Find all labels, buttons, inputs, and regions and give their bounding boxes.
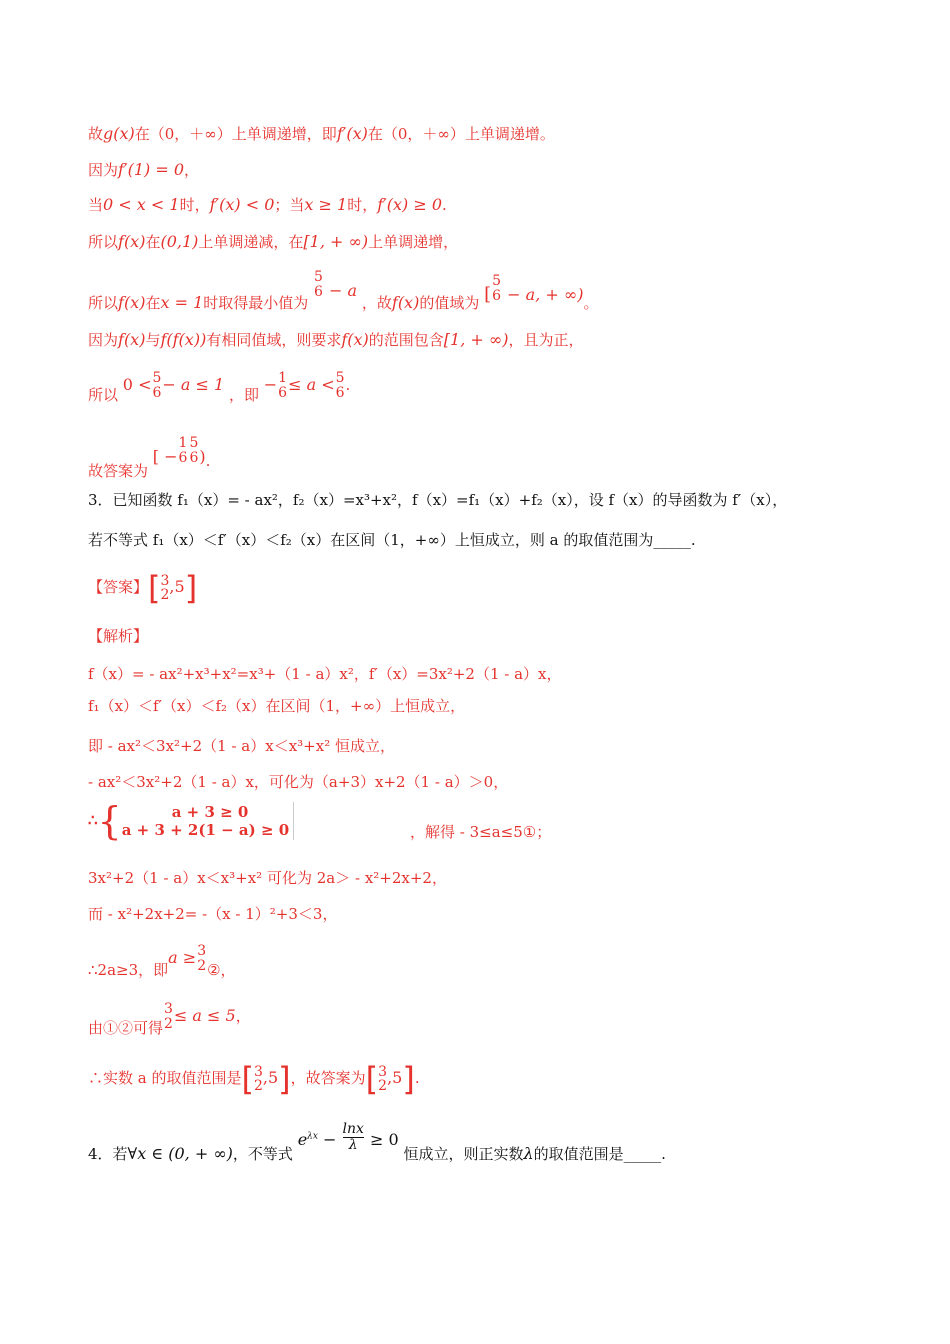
text: . bbox=[345, 376, 351, 394]
solution-line-8 bbox=[88, 436, 210, 488]
text: 在 bbox=[145, 233, 161, 251]
question-3-line-1: 3．已知函数 f₁（x）= - ax²，f₂（x）=x³+x²，f（x）=f₁（x）+f₂（x），设 f（x）的导函数为 f′（x）， bbox=[88, 491, 788, 509]
numerator: 3 bbox=[197, 943, 207, 959]
text: 当 bbox=[88, 196, 104, 214]
math: ≤ a < bbox=[288, 375, 335, 394]
text: 上单调递减，在 bbox=[198, 233, 304, 251]
numerator: 1 bbox=[178, 435, 188, 451]
denominator: 6 bbox=[189, 450, 199, 466]
numerator: 3 bbox=[164, 1001, 173, 1017]
denominator: 2 bbox=[253, 1078, 263, 1094]
denominator: 6 bbox=[178, 450, 188, 466]
denominator: 6 bbox=[278, 385, 288, 401]
analysis-step-3: 即 - ax²＜3x²+2（1 - a）x＜x³+x² 恒成立， bbox=[88, 737, 395, 755]
fraction bbox=[336, 371, 345, 401]
text: ，且为正， bbox=[508, 331, 584, 349]
solution-line-4 bbox=[88, 232, 458, 252]
math-fprime: f′(x) bbox=[336, 124, 368, 143]
bracket-right: ] bbox=[402, 1060, 415, 1098]
fraction bbox=[343, 1122, 364, 1153]
math: − a, + ∞) bbox=[502, 285, 584, 304]
denominator: 6 bbox=[152, 385, 162, 401]
math: 0 < bbox=[122, 375, 152, 394]
math: a ≥ bbox=[168, 948, 197, 967]
math: f(x) bbox=[118, 330, 146, 349]
fraction-5-6 bbox=[314, 270, 323, 300]
solution-line-3 bbox=[88, 195, 447, 215]
text: ∴2a≥3，即 bbox=[88, 961, 169, 979]
solution-line-6 bbox=[88, 330, 583, 350]
math-g: g(x) bbox=[103, 124, 135, 143]
math: ∀x ∈ (0, + ∞) bbox=[127, 1144, 233, 1163]
answer-line bbox=[88, 565, 197, 609]
text: 上单调递增， bbox=[368, 233, 459, 251]
text: 的值域为 bbox=[419, 294, 480, 312]
math: f(x) bbox=[118, 232, 146, 251]
analysis-step-5: ，解得 - 3≤a≤5①； bbox=[410, 823, 552, 841]
text: 与 bbox=[145, 331, 161, 349]
analysis-step-4: - ax²＜3x²+2（1 - a）x，可化为（a+3）x+2（1 - a）＞0， bbox=[88, 773, 509, 791]
text: 所以 bbox=[88, 386, 119, 404]
denominator: 2 bbox=[160, 587, 170, 603]
numerator: 5 bbox=[314, 269, 323, 285]
math: ,5 bbox=[262, 1068, 279, 1087]
text: 由①②可得 bbox=[88, 1019, 164, 1037]
text: 所以 bbox=[88, 294, 119, 312]
math: [1, + ∞) bbox=[443, 330, 509, 349]
numerator: lnx bbox=[342, 1121, 364, 1137]
denominator: 6 bbox=[314, 284, 323, 300]
inequality-system bbox=[88, 799, 294, 843]
denominator: 6 bbox=[492, 288, 502, 304]
math: ≥ 0 bbox=[364, 1130, 399, 1149]
denominator: 2 bbox=[197, 958, 207, 974]
math: (0,1) bbox=[160, 232, 199, 251]
math: ,5 bbox=[169, 577, 185, 596]
fraction-5-6 bbox=[492, 274, 501, 304]
text: 的范围包含 bbox=[368, 331, 444, 349]
math: [ bbox=[484, 284, 492, 305]
solution-line-1 bbox=[88, 124, 555, 144]
text: ∴实数 a 的取值范围是 bbox=[88, 1069, 242, 1087]
exp-term bbox=[298, 1130, 318, 1149]
text: ， bbox=[235, 1007, 251, 1025]
math: − a bbox=[323, 281, 358, 300]
denominator: 2 bbox=[378, 1078, 388, 1094]
fraction bbox=[197, 944, 206, 974]
text: ；当 bbox=[274, 196, 305, 214]
bracket-left: [ bbox=[241, 1060, 254, 1098]
bracket-right: ] bbox=[278, 1060, 291, 1098]
text: . bbox=[414, 1069, 420, 1087]
text: 因为 bbox=[88, 161, 119, 179]
text: 在（0，＋∞）上单调递增，即 bbox=[134, 125, 337, 143]
fraction bbox=[378, 1065, 387, 1093]
analysis-label: 【解析】 bbox=[88, 627, 149, 645]
math: − bbox=[317, 1130, 342, 1149]
text: 在（0，＋∞）上单调递增。 bbox=[367, 125, 555, 143]
text: . bbox=[442, 196, 447, 214]
math: f(f(x)) bbox=[160, 330, 207, 349]
answer-label: 【答案】 bbox=[88, 578, 149, 596]
bracket-right: ] bbox=[184, 569, 198, 607]
math: x = 1 bbox=[160, 293, 204, 312]
analysis-step-1: f（x）= - ax²+x³+x²=x³+（1 - a）x²，f′（x）=3x²+2（1 - a）x， bbox=[88, 665, 562, 683]
numerator: 3 bbox=[253, 1064, 263, 1080]
fraction bbox=[278, 371, 287, 401]
math: f′(x) ≥ 0 bbox=[377, 195, 443, 214]
text: ，即 bbox=[228, 386, 259, 404]
math: f′(x) < 0 bbox=[209, 195, 275, 214]
math: ) bbox=[199, 447, 206, 466]
math: x ≥ 1 bbox=[304, 195, 348, 214]
math: ,5 bbox=[387, 1068, 403, 1087]
solution-line-2 bbox=[88, 160, 199, 180]
text: ，故 bbox=[361, 294, 392, 312]
bracket-left: [ bbox=[365, 1060, 379, 1098]
text: 所以 bbox=[88, 233, 119, 251]
math: 0 < x < 1 bbox=[103, 195, 180, 214]
superscript: λx bbox=[307, 1131, 318, 1142]
numerator: 3 bbox=[378, 1064, 388, 1080]
text: ，不等式 bbox=[232, 1145, 293, 1163]
math: λ bbox=[523, 1144, 534, 1163]
fraction bbox=[254, 1065, 263, 1093]
text: 的取值范围是_____. bbox=[533, 1145, 666, 1163]
text: 时， bbox=[179, 196, 210, 214]
numerator: 5 bbox=[152, 370, 162, 386]
fraction bbox=[152, 371, 161, 401]
denominator: λ bbox=[348, 1137, 358, 1153]
text: 4．若 bbox=[88, 1145, 128, 1163]
math: f(x) bbox=[341, 330, 369, 349]
text: ， bbox=[184, 161, 200, 179]
math: ≤ a ≤ 5 bbox=[173, 1006, 236, 1025]
fraction bbox=[179, 436, 188, 466]
analysis-step-6: 3x²+2（1 - a）x＜x³+x² 可化为 2a＞ - x²+2x+2， bbox=[88, 869, 447, 887]
math: [1, + ∞) bbox=[303, 232, 369, 251]
text: 时取得最小值为 bbox=[203, 294, 309, 312]
math: [ − bbox=[152, 447, 178, 466]
math: − bbox=[263, 375, 278, 394]
denominator: 2 bbox=[164, 1016, 173, 1032]
numerator: 1 bbox=[278, 370, 288, 386]
therefore-symbol: ∴ bbox=[88, 811, 98, 829]
denominator: 6 bbox=[335, 385, 345, 401]
numerator: 5 bbox=[492, 273, 502, 289]
math: e bbox=[297, 1130, 308, 1149]
left-brace: { bbox=[97, 799, 122, 843]
analysis-step-2: f₁（x）＜f′（x）＜f₂（x）在区间（1，+∞）上恒成立， bbox=[88, 697, 466, 715]
text: 有相同值域，则要求 bbox=[206, 331, 342, 349]
analysis-step-7: 而 - x²+2x+2= -（x - 1）²+3＜3， bbox=[88, 905, 338, 923]
text: 因为 bbox=[88, 331, 119, 349]
text: 在 bbox=[145, 294, 161, 312]
analysis-step-8 bbox=[88, 938, 236, 990]
text: 故 bbox=[88, 125, 104, 143]
text: . bbox=[205, 452, 211, 470]
math: f′(1) = 0 bbox=[118, 160, 184, 179]
system-row-2: a + 3 + 2(1 − a) ≥ 0 bbox=[121, 821, 290, 839]
numerator: 3 bbox=[160, 573, 170, 589]
text: 恒成立，则正实数 bbox=[403, 1145, 524, 1163]
bracket-left: [ bbox=[148, 569, 161, 607]
math: − a ≤ 1 bbox=[162, 375, 225, 394]
text: 。 bbox=[583, 294, 599, 312]
text: ，故答案为 bbox=[290, 1069, 366, 1087]
text: 时， bbox=[347, 196, 378, 214]
numerator: 5 bbox=[189, 435, 199, 451]
analysis-step-10 bbox=[88, 1056, 420, 1100]
system-row-1: a + 3 ≥ 0 bbox=[171, 803, 249, 821]
math: f(x) bbox=[391, 293, 420, 312]
math: f(x) bbox=[118, 293, 146, 312]
numerator: 5 bbox=[335, 370, 345, 386]
solution-line-7 bbox=[88, 368, 350, 412]
fraction bbox=[189, 436, 198, 466]
text: ②， bbox=[207, 961, 236, 979]
text: 故答案为 bbox=[88, 462, 149, 480]
analysis-step-9 bbox=[88, 996, 251, 1048]
question-4 bbox=[88, 1118, 666, 1176]
fraction bbox=[164, 1002, 173, 1032]
question-3-line-2: 若不等式 f₁（x）＜f′（x）＜f₂（x）在区间（1，+∞）上恒成立，则 a 的取值范围为_____. bbox=[88, 531, 696, 549]
solution-line-5 bbox=[88, 270, 598, 320]
